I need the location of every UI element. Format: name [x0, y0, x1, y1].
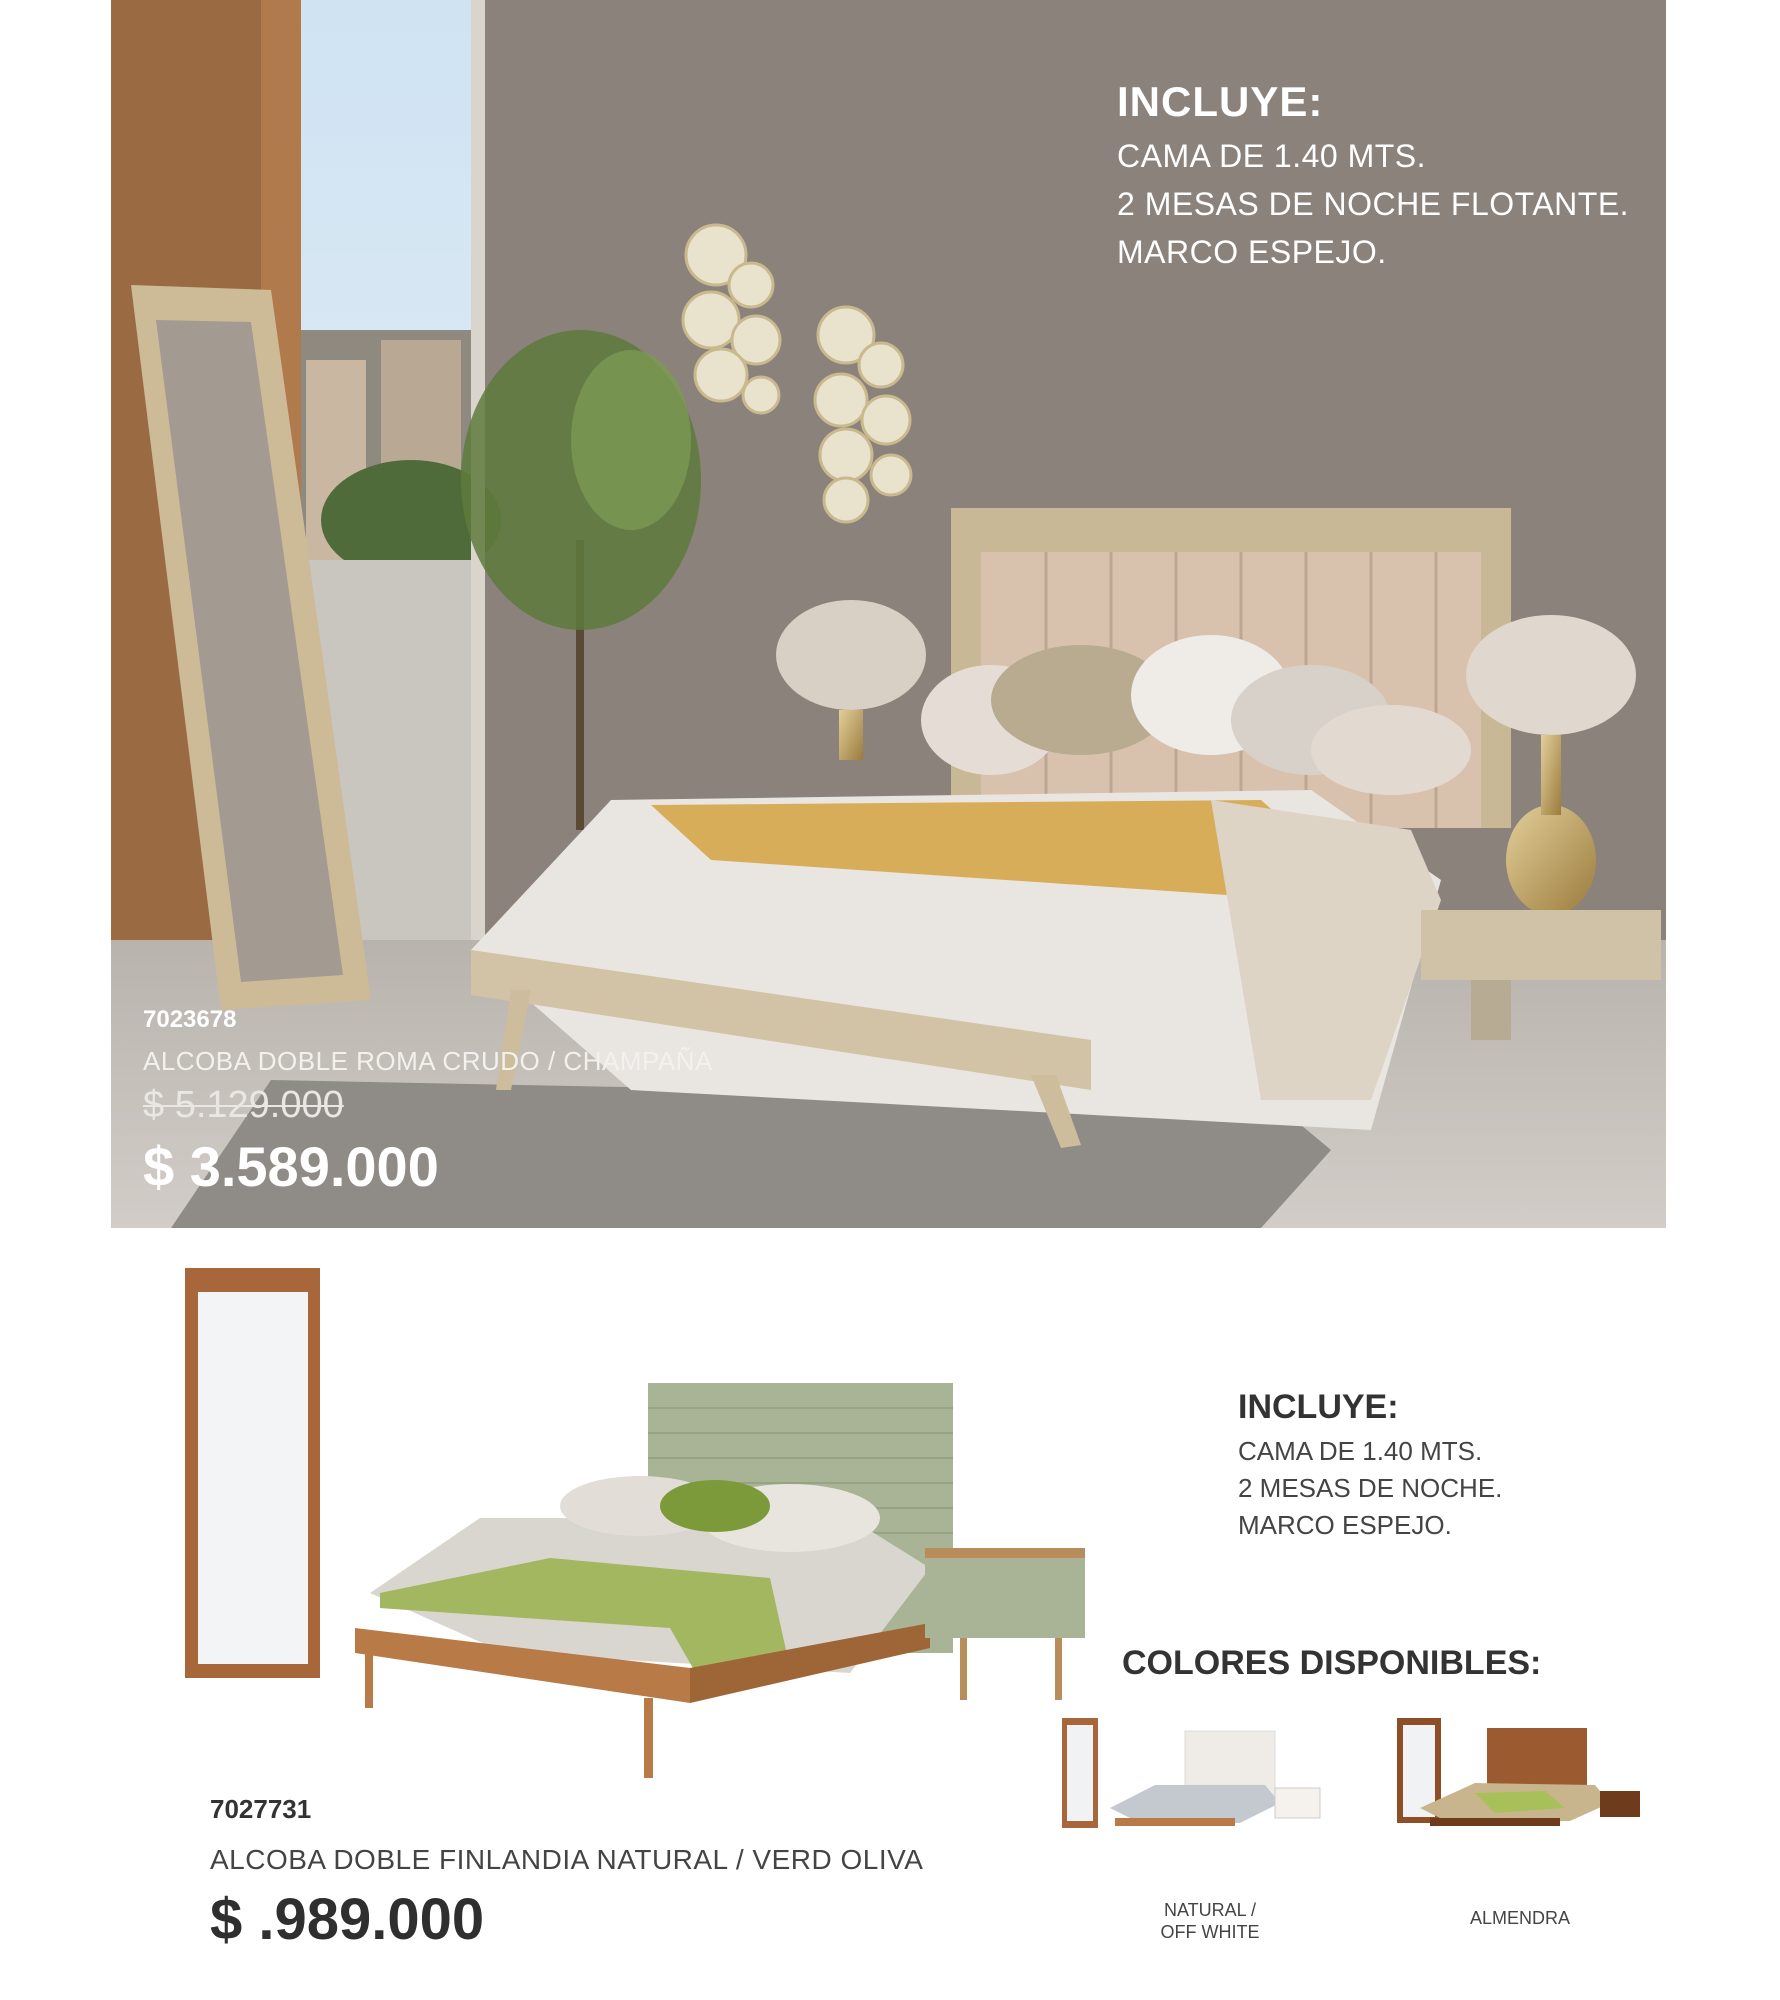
includes-item: 2 MESAS DE NOCHE FLOTANTE. — [1117, 186, 1630, 222]
product-code: 7027731 — [210, 1794, 312, 1824]
includes-title: INCLUYE: — [1238, 1388, 1399, 1426]
finlandia-bedroom-set-image — [150, 1248, 1100, 1778]
color-swatch-natural-offwhite[interactable] — [1060, 1713, 1330, 1843]
bedroom-photo-roma — [111, 0, 1666, 1228]
product-finlandia-section — [0, 1228, 1780, 2000]
color-label-line1: ALMENDRA — [1469, 1908, 1571, 1928]
color-label-line2: OFF WHITE — [1160, 1922, 1260, 1942]
includes-title: INCLUYE: — [1117, 78, 1324, 125]
product-name: ALCOBA DOBLE ROMA CRUDO / CHAMPAÑA — [143, 1046, 713, 1076]
includes-item: CAMA DE 1.40 MTS. — [1238, 1436, 1483, 1466]
sale-price: $ .989.000 — [210, 1887, 485, 1952]
colors-title: COLORES DISPONIBLES: — [1122, 1644, 1542, 1682]
includes-item: CAMA DE 1.40 MTS. — [1117, 138, 1427, 174]
bedroom-scene-illustration — [111, 0, 1666, 1228]
includes-item: 2 MESAS DE NOCHE. — [1238, 1473, 1503, 1503]
sale-price: $ 3.589.000 — [143, 1135, 439, 1198]
color-swatch-almendra[interactable] — [1395, 1713, 1665, 1843]
product-code: 7023678 — [143, 1006, 237, 1033]
product-name: ALCOBA DOBLE FINLANDIA NATURAL / VERD OLIVA — [210, 1844, 924, 1875]
color-label-line1: NATURAL / — [1163, 1900, 1256, 1920]
includes-item: MARCO ESPEJO. — [1238, 1510, 1452, 1540]
old-price: $ 5.129.000 — [143, 1084, 344, 1126]
includes-item: MARCO ESPEJO. — [1117, 234, 1387, 270]
